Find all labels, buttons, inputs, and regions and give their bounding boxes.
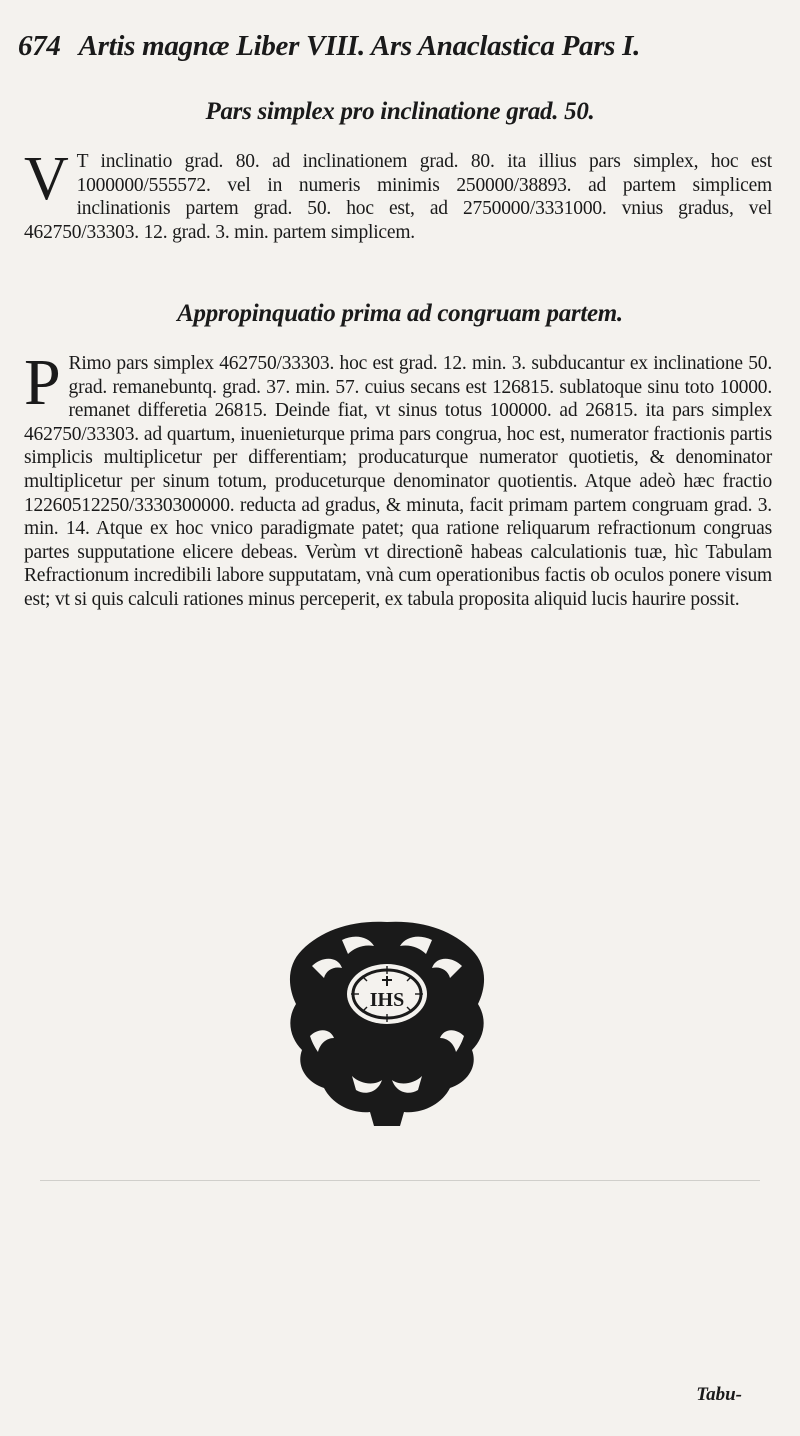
section-heading-pars-simplex: Pars simplex pro inclinatione grad. 50. bbox=[205, 98, 595, 125]
bleed-through-rule bbox=[40, 1180, 760, 1181]
paragraph-pars-simplex bbox=[24, 145, 772, 244]
running-header bbox=[18, 30, 798, 63]
paragraph-text: Rimo pars simplex 462750/33303. hoc est grad. 12. min. 3. subducantur ex inclinatione 50. grad. remanebuntq. grad. 37. min. 57. cuius secans est 126815. sublatoque sinu toto 10000. remanet differetia 26815. Deinde fiat, vt sinus totus 100000. ad 26815. ita pars simplex 462750/33303. ad quartum, inuenieturque prima pars congrua, hoc est, numerator fractionis partis simplicis multiplicetur per differentiam; producaturque numerator quotietis, & denominator multiplicetur per sinum totum, produceturque denominator quotientis. Atque adeò hæc fractio 12260512250/3330300000. reducta ad gradus, & minuta, facit primam partem congruam grad. 3. min. 14. Atque ex hoc vnico paradigmate patet; qua ratione reliquarum refractionum congruas partes supputatione elicere debeas. Verùm vt directionẽ habeas calculationis tuæ, hìc Tabulam Refractionum incredibili labore supputatam, vnà cum operationibus factis ob oculos ponere visum est; vt si quis calculi rationes minus perceperit, ex tabula proposita aliquid lucis haurire possit. bbox=[24, 353, 772, 610]
catchword: Tabu- bbox=[696, 1384, 742, 1405]
section-heading-appropinquatio: Appropinquatio prima ad congruam partem. bbox=[177, 300, 623, 327]
paragraph-appropinquatio bbox=[24, 346, 772, 612]
printers-emblem bbox=[282, 916, 492, 1128]
page-number: 674 bbox=[18, 30, 61, 62]
drop-cap-p: P bbox=[24, 346, 61, 419]
paragraph-text: T inclinatio grad. 80. ad inclinationem grad. 80. ita illius pars simplex, hoc est 1000000/555572. vel in numeris minimis 250000/38893. ad partem simplicem inclinationis partem grad. 50. hoc est, ad 2750000/3331000. vnius gradus, vel 462750/33303. 12. grad. 3. min. partem simplicem. bbox=[24, 151, 772, 243]
drop-cap-v: V bbox=[24, 145, 69, 213]
running-title: Artis magnæ Liber VIII. Ars Anaclastica Pars I. bbox=[78, 30, 641, 62]
ornament-icon bbox=[282, 916, 492, 1128]
emblem-monogram: IHS bbox=[369, 989, 405, 1011]
